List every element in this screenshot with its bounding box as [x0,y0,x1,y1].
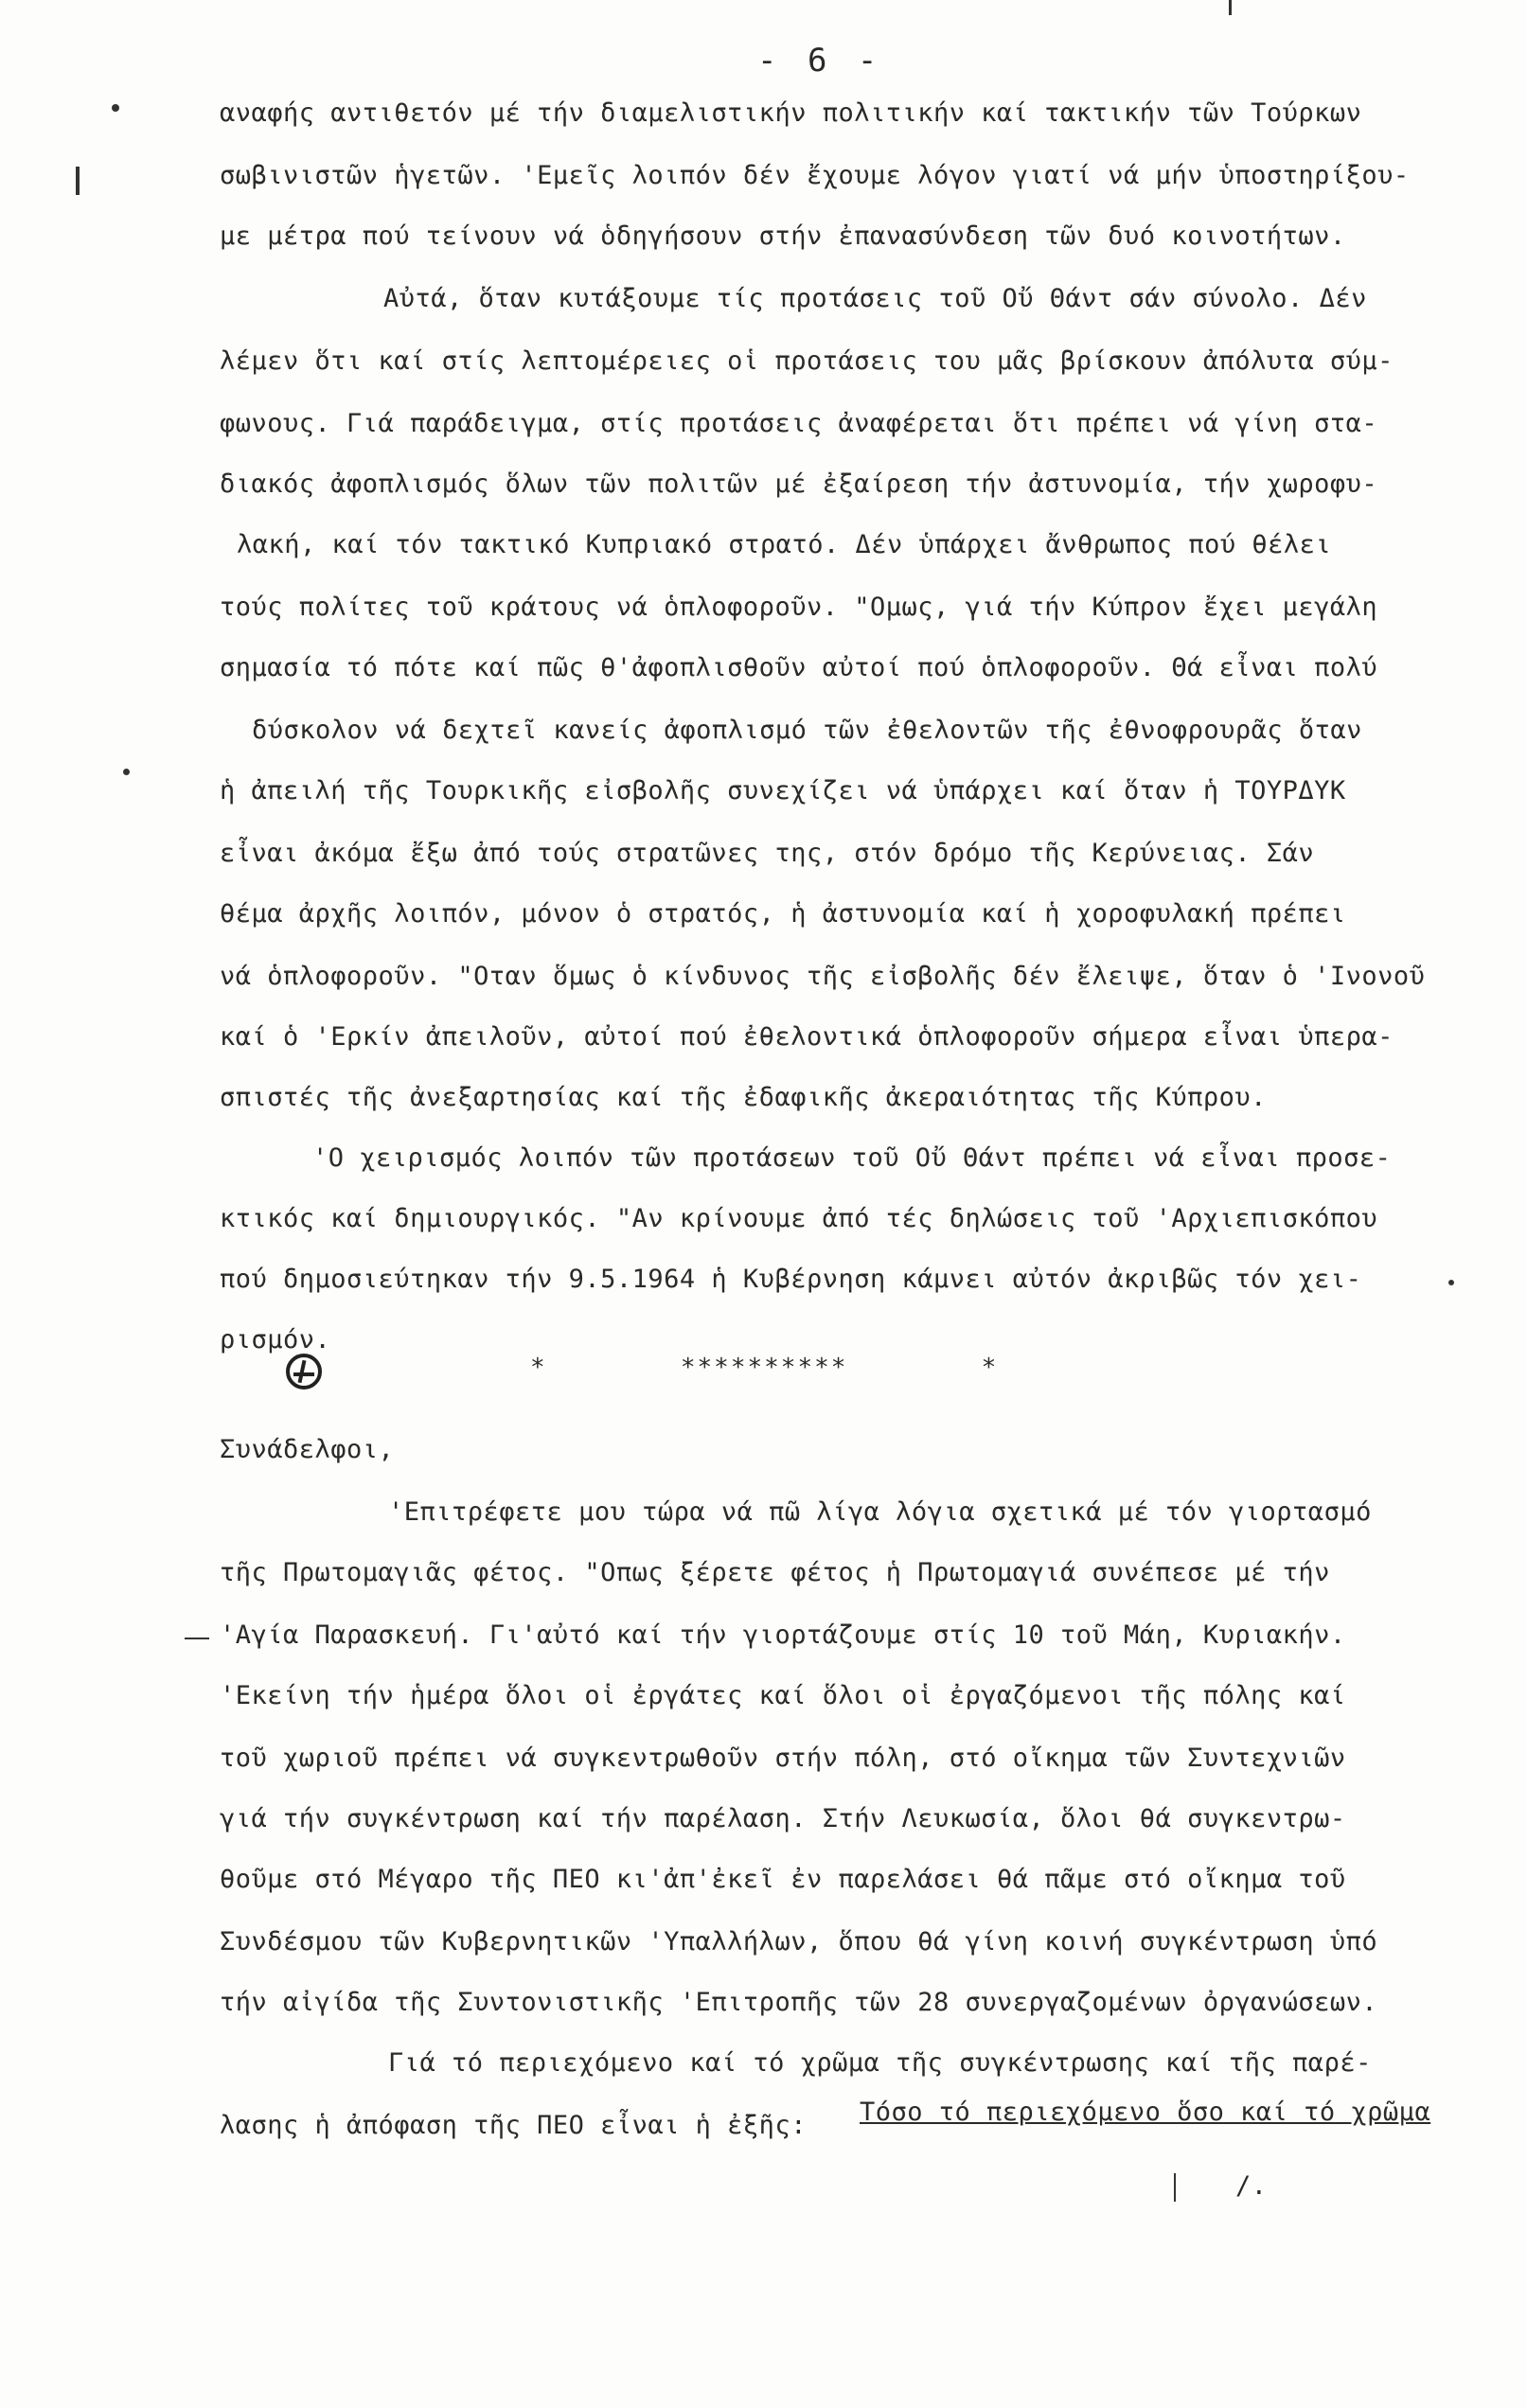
text-line: δύσκολον νά δεχτεῖ κανείς ἀφοπλισμό τῶν ἐθελοντῶν τῆς ἐθνοφρουρᾶς ὅταν [252,716,1362,745]
text-line: σημασία τό πότε καί πῶς θ'ἀφοπλισθοῦν αὐτοί πού ὁπλοφοροῦν. Θά εἶναι πολύ [220,653,1378,682]
page-number: - 6 - [757,42,883,80]
text-line: τήν αἰγίδα τῆς Συντονιστικῆς 'Επιτροπῆς τῶν 28 συνεργαζομένων ὀργανώσεων. [220,1988,1378,2017]
text-line: 'Επιτρέφετε μου τώρα νά πῶ λίγα λόγια σχετικά μέ τόν γιορτασμό [388,1497,1372,1527]
text-line: πού δημοσιεύτηκαν τήν 9.5.1964 ἡ Κυβέρνηση κάμνει αὐτόν ἀκριβῶς τόν χει- [220,1265,1362,1294]
text-line: ρισμόν. [220,1325,331,1354]
text-line: σωβινιστῶν ἡγετῶν. 'Εμεῖς λοιπόν δέν ἔχουμε λόγον γιατί νά μήν ὑποστηρίξου- [220,161,1410,190]
text-line: λακή, καί τόν τακτικό Κυπριακό στρατό. Δέν ὑπάρχει ἄνθρωπος πού θέλει [237,530,1332,559]
stray-mark [1174,2173,1176,2202]
text-line: καί ὁ 'Ερκίν ἀπειλοῦν, αὐτοί πού ἐθελοντικά ὁπλοφοροῦν σήμερα εἶναι ὑπερα- [220,1022,1394,1052]
text-line: θέμα ἀρχῆς λοιπόν, μόνον ὁ στρατός, ἡ ἀστυνομία καί ἡ χοροφυλακή πρέπει [220,899,1346,929]
stray-mark [1229,0,1232,15]
text-line: 'Ο χειρισμός λοιπόν τῶν προτάσεων τοῦ Οὔ Θάντ πρέπει νά εἶναι προσε- [312,1143,1392,1173]
text-line: νά ὁπλοφοροῦν. "Οταν ὅμως ὁ κίνδυνος τῆς εἰσβολῆς δέν ἔλειψε, ὅταν ὁ 'Ινονοῦ [220,962,1426,991]
text-line: τοῦ χωριοῦ πρέπει νά συγκεντρωθοῦν στήν πόλη, στό οἴκημα τῶν Συντεχνιῶν [220,1744,1346,1773]
text-line: αναφής αντιθετόν μέ τήν διαμελιστικήν πολιτικήν καί τακτικήν τῶν Τούρκων [220,98,1362,128]
margin-mark [76,167,80,195]
margin-dot [123,769,130,775]
text-line: φωνους. Γιά παράδειγμα, στίς προτάσεις ἀναφέρεται ὅτι πρέπει νά γίνη στα- [220,409,1378,438]
text-line: κτικός καί δημιουργικός. "Αν κρίνουμε ἀπό τές δηλώσεις τοῦ 'Αρχιεπισκόπου [220,1204,1378,1233]
margin-dot [1448,1280,1454,1285]
text-line: Γιά τό περιεχόμενο καί τό χρῶμα τῆς συγκέντρωσης καί τῆς παρέ- [388,2048,1372,2078]
text-line: τῆς Πρωτομαγιᾶς φέτος. "Οπως ξέρετε φέτος ἡ Πρωτομαγιά συνέπεσε μέ τήν [220,1558,1330,1587]
text-line: ἡ ἀπειλή τῆς Τουρκικῆς εἰσβολῆς συνεχίζει νά ὑπάρχει καί ὅταν ἡ ΤΟΥΡΔΥΚ [220,776,1346,806]
handwritten-circled-mark [286,1354,322,1390]
text-line: εἶναι ἀκόμα ἔξω ἀπό τούς στρατῶνες της, στόν δρόμο τῆς Κερύνειας. Σάν [220,839,1315,868]
text-line: λασης ἡ ἀπόφαση τῆς ΠΕΟ εἶναι ἡ ἐξῆς: [220,2111,807,2140]
text-line: διακός ἀφοπλισμός ὅλων τῶν πολιτῶν μέ ἐξαίρεση τήν ἀστυνομία, τήν χωροφυ- [220,469,1378,499]
text-line: τούς πολίτες τοῦ κράτους νά ὁπλοφοροῦν. "Ομως, γιά τήν Κύπρον ἔχει μεγάλη [220,593,1378,622]
text-line: Συνδέσμου τῶν Κυβερνητικῶν 'Υπαλλήλων, ὅπου θά γίνη κοινή συγκέντρωση ὑπό [220,1927,1378,1956]
text-line: σπιστές τῆς ἀνεξαρτησίας καί τῆς ἐδαφικῆς ἀκεραιότητας τῆς Κύπρου. [220,1083,1267,1112]
text-line: με μέτρα πού τείνουν νά ὁδηγήσουν στήν ἐπανασύνδεση τῶν δυό κοινοτήτων. [220,221,1346,251]
margin-dash [185,1638,209,1639]
text-line: 'Αγία Παρασκευή. Γι'αὐτό καί τήν γιορτάζουμε στίς 10 τοῦ Μάη, Κυριακήν. [220,1620,1346,1650]
text-line: λέμεν ὅτι καί στίς λεπτομέρειες οἱ προτάσεις του μᾶς βρίσκουν ἀπόλυτα σύμ- [220,346,1394,376]
salutation: Συνάδελφοι, [220,1435,395,1464]
text-line: 'Εκείνη τήν ἡμέρα ὅλοι οἱ ἐργάτες καί ὅλοι οἱ ἐργαζόμενοι τῆς πόλης καί [220,1681,1346,1710]
text-line: γιά τήν συγκέντρωση καί τήν παρέλαση. Στήν Λευκωσία, ὅλοι θά συγκεντρω- [220,1804,1346,1833]
margin-dot [112,104,119,112]
continuation-mark: /. [1235,2171,1268,2201]
text-line: Αὐτά, ὅταν κυτάξουμε τίς προτάσεις τοῦ Οὔ Θάντ σάν σύνολο. Δέν [383,284,1367,313]
text-line: θοῦμε στό Μέγαρο τῆς ΠΕΟ κι'ἀπ'ἐκεῖ ἐν παρελάσει θά πᾶμε στό οἴκημα τοῦ [220,1865,1346,1894]
underlined-phrase: Τόσο τό περιεχόμενο ὅσο καί τό χρῶμα [860,2098,1431,2127]
section-separator: * ********** * [530,1354,999,1382]
